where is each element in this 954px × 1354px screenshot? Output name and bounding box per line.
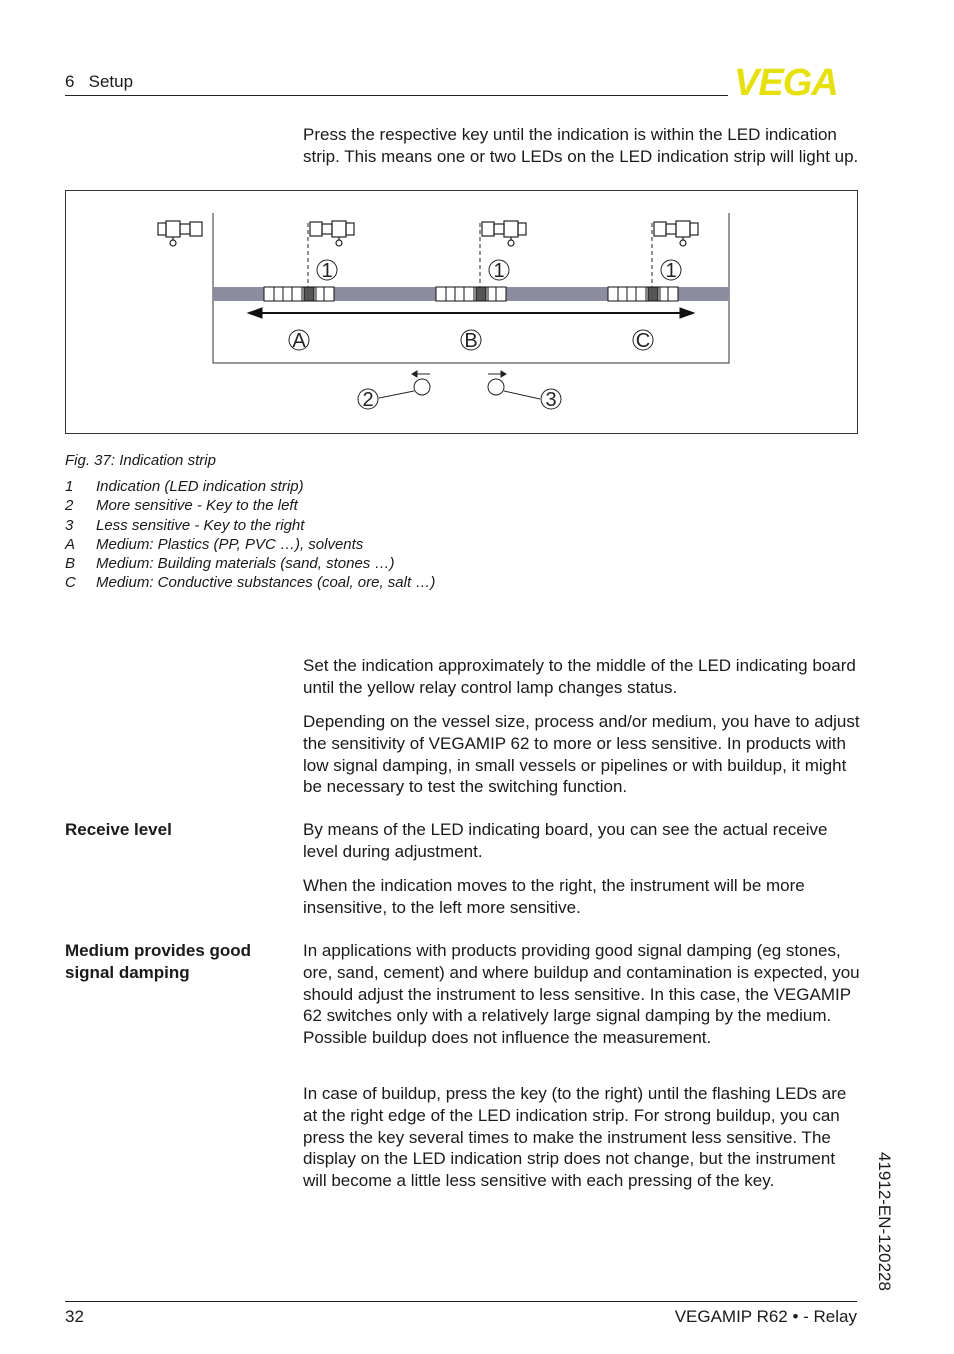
legend-item: 3 Less sensitive - Key to the right — [65, 516, 305, 534]
document-code: 41912-EN-120228 — [875, 1152, 894, 1291]
header-section-title: 6 Setup — [65, 72, 134, 91]
legend-item: 1 Indication (LED indication strip) — [65, 478, 304, 495]
body-paragraph: By means of the LED indicating board, you can see the actual receive level during adjustment. — [303, 820, 828, 861]
led-group — [436, 287, 506, 301]
figure-legend — [65, 477, 435, 593]
key-left — [412, 371, 430, 395]
callout-1 — [661, 260, 681, 282]
body-paragraph: Depending on the vessel size, process and/or medium, you have to adjust the sensitivity of VEGAMIP 62 to more or less sensitive. In products with low signal damping, in small vessels or pipelines or with buildup, it might be necessary to test the switching function. — [303, 712, 860, 797]
callout-c — [633, 330, 653, 352]
section-label-medium: Medium provides good signal damping — [65, 941, 252, 982]
leader-line — [504, 391, 540, 399]
double-arrow — [248, 308, 694, 318]
leader-line — [379, 391, 414, 398]
page-number: 32 — [65, 1307, 84, 1326]
body-paragraph: In case of buildup, press the key (to the right) until the flashing LEDs are at the right edge of the LED indication strip. For strong buildup, you can press the key several times to make the instrument less sensitive. The display on the LED indication strip does not change, but the instrument will become a little less sensitive with each pressing of the key. — [303, 1084, 847, 1191]
indication-strip-diagram — [66, 191, 857, 433]
svg-text:1: 1 — [321, 260, 333, 282]
vega-logo-text: VEGA — [734, 64, 838, 98]
callout-1 — [489, 260, 509, 282]
sensor-icon — [158, 221, 202, 246]
callout-b — [461, 330, 481, 352]
svg-text:A: A — [292, 330, 306, 352]
svg-text:B: B — [464, 330, 478, 352]
callout-2 — [358, 389, 378, 411]
figure-frame — [65, 190, 858, 434]
body-paragraph: When the indication moves to the right, the instrument will be more insensitive, to the left more sensitive. — [303, 876, 805, 917]
svg-text:2: 2 — [362, 389, 374, 411]
figure-caption: Fig. 37: Indication strip — [65, 452, 216, 469]
svg-text:1: 1 — [493, 260, 505, 282]
section-label-receive-level: Receive level — [65, 820, 172, 839]
sensor-icon — [310, 221, 354, 246]
footer-rule — [65, 1301, 857, 1302]
body-paragraph: Set the indication approximately to the middle of the LED indicating board until the yellow relay control lamp changes status. — [303, 656, 856, 697]
header-rule — [65, 95, 728, 96]
body-paragraph: In applications with products providing good signal damping (eg stones, ore, sand, cement) and where buildup and contamination is expected, you should adjust the instrument to less sensitive. In this case, the VEGAMIP 62 switches only with a relatively large signal damping by the medium. Possible buildup does not influence the measurement. — [303, 941, 860, 1048]
callout-3 — [541, 389, 561, 411]
callout-a — [289, 330, 309, 352]
legend-item: 2 More sensitive - Key to the left — [65, 497, 298, 515]
led-group — [264, 287, 334, 301]
legend-item: B Medium: Building materials (sand, stones …) — [65, 555, 395, 573]
footer-product-title: VEGAMIP R62 • - Relay — [674, 1307, 857, 1326]
svg-text:C: C — [635, 330, 651, 352]
vega-logo — [734, 64, 858, 98]
legend-item: C Medium: Conductive substances (coal, ore, salt …) — [65, 574, 436, 592]
svg-text:1: 1 — [665, 260, 677, 282]
sensor-icon — [654, 221, 698, 246]
led-group — [608, 287, 678, 301]
legend-item: A Medium: Plastics (PP, PVC …), solvents — [65, 535, 364, 553]
key-right — [488, 371, 506, 395]
callout-1 — [317, 260, 337, 282]
svg-text:3: 3 — [545, 389, 557, 411]
intro-paragraph: Press the respective key until the indication is within the LED indication strip. This means one or two LEDs on the LED indication strip will light up. — [303, 125, 859, 166]
sensor-icon — [482, 221, 526, 246]
